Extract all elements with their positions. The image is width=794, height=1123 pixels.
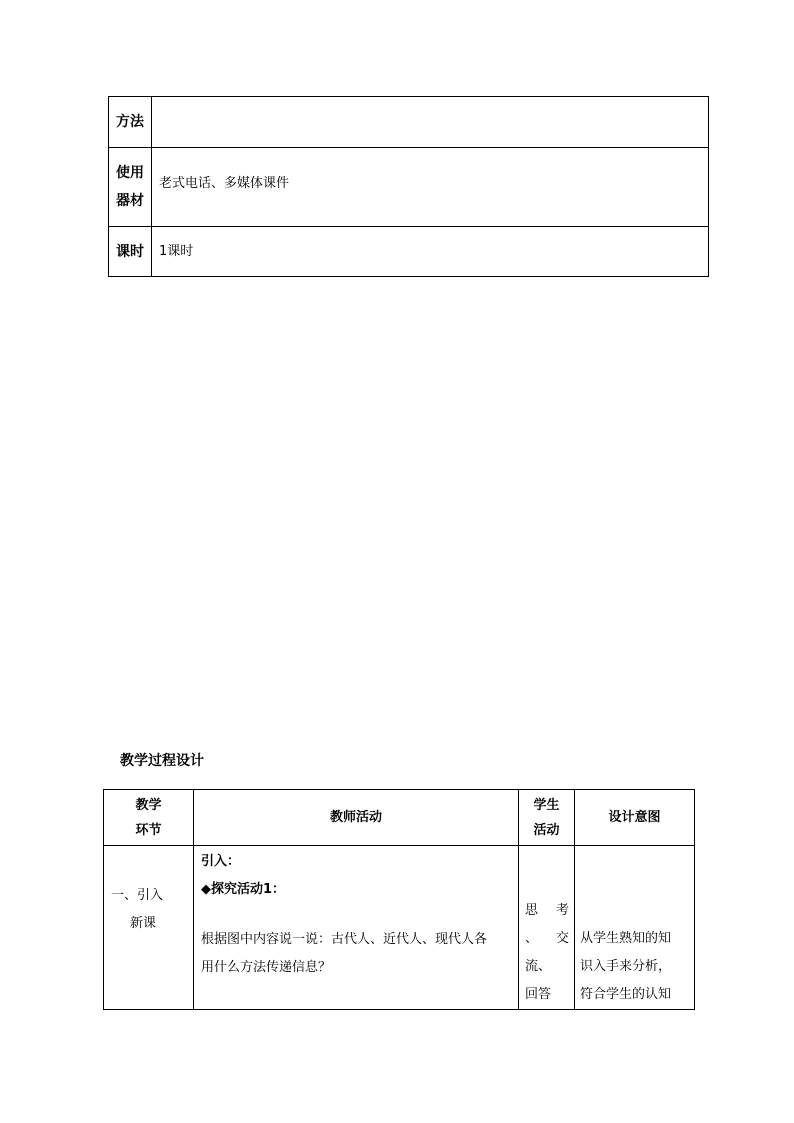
teacher-question-line1: 根据图中内容说一说：古代人、近代人、现代人各 — [201, 932, 488, 947]
method-value — [152, 97, 709, 148]
materials-label-line1: 使用 — [116, 165, 144, 181]
intent-line3: 符合学生的认知 — [580, 987, 672, 1002]
materials-label-line2: 器材 — [116, 193, 144, 209]
stage-line2: 新课 — [130, 916, 157, 931]
header-student — [519, 790, 575, 846]
header-intent: 设计意图 — [575, 790, 695, 846]
hours-label: 课时 — [109, 227, 152, 277]
process-header-row — [104, 790, 695, 846]
intent-line2: 识入手来分析， — [580, 959, 672, 974]
hours-value: 1课时 — [152, 227, 709, 277]
stage-cell — [104, 846, 194, 1010]
section-title: 教学过程设计 — [120, 753, 204, 769]
process-row-intro — [104, 846, 695, 1010]
teacher-question-line2: 用什么方法传递信息？ — [201, 960, 332, 975]
teacher-activity: ◆探究活动1： — [201, 882, 286, 897]
teacher-cell — [194, 846, 519, 1010]
student-line4: 回答 — [525, 987, 552, 1002]
materials-label — [109, 148, 152, 227]
info-table — [108, 96, 709, 277]
info-row-method — [109, 97, 709, 148]
stage-line1: 一、引入 — [111, 888, 164, 903]
process-table — [103, 789, 695, 1010]
student-line3: 流、 — [525, 959, 552, 974]
intent-line1: 从学生熟知的知 — [580, 931, 672, 946]
student-line2: 、 交 — [525, 931, 569, 946]
header-stage-line2: 环节 — [135, 822, 162, 838]
method-label: 方法 — [109, 97, 152, 148]
info-row-hours — [109, 227, 709, 277]
info-row-materials — [109, 148, 709, 227]
teacher-intro: 引入： — [201, 854, 241, 869]
header-student-line2: 活动 — [533, 822, 560, 838]
header-stage-line1: 教学 — [135, 797, 162, 813]
header-stage — [104, 790, 194, 846]
materials-value: 老式电话、多媒体课件 — [152, 148, 709, 227]
student-cell — [519, 846, 575, 1010]
header-teacher: 教师活动 — [194, 790, 519, 846]
header-student-line1: 学生 — [533, 797, 560, 813]
student-line1: 思 考 — [525, 903, 569, 918]
intent-cell — [575, 846, 695, 1010]
